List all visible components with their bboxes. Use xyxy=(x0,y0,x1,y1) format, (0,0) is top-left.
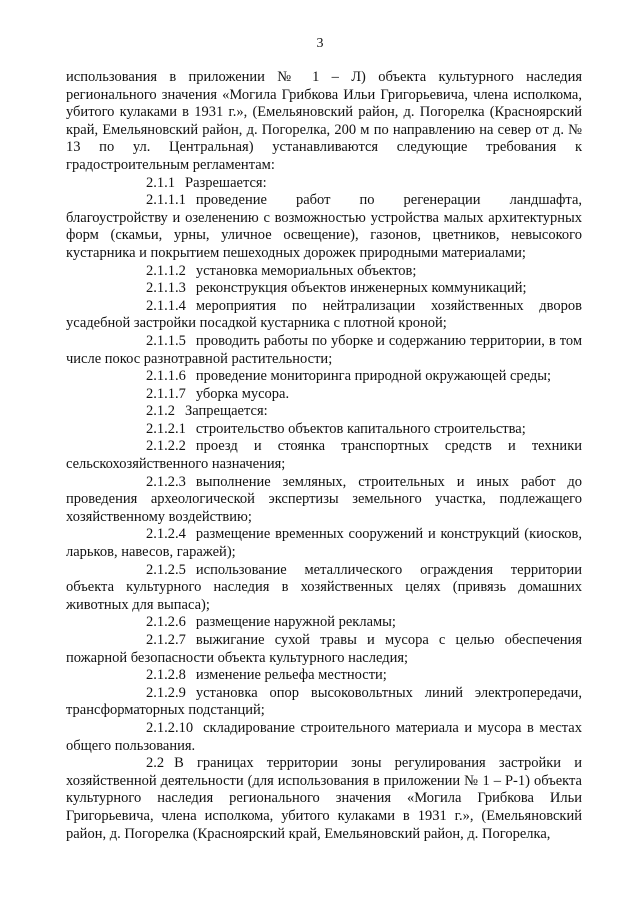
clause-text: проводить работы по уборке и содержанию территории, в том числе покос разнотравной растительности; xyxy=(66,332,582,367)
clause-number: 2.1.2.5 xyxy=(146,561,186,578)
clause-number: 2.1.1.4 xyxy=(146,297,186,314)
paragraph-text: использования в приложении № 1 – Л) объекта культурного наследия регионального значения «Могила Грибкова Ильи Григорьевича, члена исполкома, убитого кулаками в 1931 г.», (Емельяновский район, д. Погорелка (Красноярский край, Емельяновский район, д. Погорелка, 200 м по направлению на север от д. № 13 по ул. Центральная) устанавливаются следующие требования к градостроительным регламентам: xyxy=(66,69,582,173)
clause-number: 2.1.2.4 xyxy=(146,526,186,543)
clause-2-1-1-4 xyxy=(66,298,582,333)
page-number: 3 xyxy=(316,36,324,51)
clause-number: 2.1.2.7 xyxy=(146,632,186,648)
clause-2-1-2-2 xyxy=(66,438,582,473)
clause-2-1-1-6 xyxy=(66,368,582,386)
clause-text: размещение наружной рекламы; xyxy=(195,614,396,631)
clause-2-1-2-6 xyxy=(66,614,582,632)
clause-number: 2.1.1.2 xyxy=(146,262,186,279)
paragraph-intro xyxy=(66,69,582,175)
clause-2-1-2-8 xyxy=(66,667,582,685)
clause-text: складирование строительного материала и мусора в местах общего пользования. xyxy=(66,719,582,754)
clause-number: 2.1.2.9 xyxy=(146,684,186,701)
clause-number: 2.1.2.1 xyxy=(146,420,186,437)
clause-2-1-2-7 xyxy=(66,632,582,667)
clause-text: мероприятия по нейтрализации хозяйственных дворов усадебной застройки посадкой кустарника с плотной кроной; xyxy=(66,297,582,332)
clause-text: установка мемориальных объектов; xyxy=(195,262,417,279)
clause-number: 2.1.2.6 xyxy=(146,614,186,631)
clause-2-1-1-7 xyxy=(66,386,582,404)
document-body xyxy=(66,69,582,843)
clause-text: уборка мусора. xyxy=(195,385,290,402)
clause-2-2 xyxy=(66,755,582,843)
clause-number: 2.1.1.6 xyxy=(146,368,186,385)
clause-number: 2.1.2.2 xyxy=(146,438,186,455)
clause-number: 2.2 xyxy=(146,755,165,772)
clause-number: 2.1.1 xyxy=(146,174,175,191)
clause-number: 2.1.2.8 xyxy=(146,667,186,684)
clause-number: 2.1.1.1 xyxy=(146,192,186,209)
clause-2-1-1-5 xyxy=(66,333,582,368)
clause-number: 2.1.2.10 xyxy=(146,719,194,736)
clause-2-1-1 xyxy=(66,175,582,193)
clause-text: Разрешается: xyxy=(185,174,267,191)
clause-2-1-2-4 xyxy=(66,526,582,561)
clause-text: строительство объектов капитального строительства; xyxy=(195,420,526,437)
clause-2-1-1-3 xyxy=(66,280,582,298)
clause-text: проезд и стоянка транспортных средств и техники сельскохозяйственного назначения; xyxy=(66,438,582,473)
clause-text: размещение временных сооружений и конструкций (киосков, ларьков, навесов, гаражей); xyxy=(66,526,582,561)
clause-text: проведение мониторинга природной окружающей среды; xyxy=(195,368,552,385)
clause-text: проведение работ по регенерации ландшафта, благоустройству и озеленению с возможностью устройства малых архитектурных форм (скамьи, урны, уличное освещение), газонов, цветников, невысокого кустарника и покрытием пешеходных дорожек природными материалами; xyxy=(66,192,582,261)
clause-number: 2.1.1.3 xyxy=(146,280,186,297)
clause-text: изменение рельефа местности; xyxy=(195,667,387,684)
clause-text: использование металлического ограждения территории объекта культурного наследия в хозяйственных целях (привязь домашних животных для выпаса); xyxy=(66,561,582,613)
clause-2-1-2-3 xyxy=(66,474,582,527)
clause-number: 2.1.1.7 xyxy=(146,385,186,402)
clause-text: В границах территории зоны регулирования застройки и хозяйственной деятельности (для использования в приложении № 1 – Р-1) объекта культурного наследия регионального значения «Могила Грибкова Ильи Григорьевича, члена исполкома, убитого кулаками в 1931 г.», (Емельяновский район, д. Погорелка (Красноярский край, Емельяновский район, д. Погорелка, xyxy=(66,755,582,842)
clause-text: реконструкция объектов инженерных коммуникаций; xyxy=(195,280,527,297)
clause-2-1-2 xyxy=(66,403,582,421)
clause-number: 2.1.2.3 xyxy=(146,473,186,490)
clause-text: выполнение земляных, строительных и иных работ до проведения археологической экспертизы земельного участка, подлежащего хозяйственному воздействию; xyxy=(66,473,582,525)
clause-2-1-1-2 xyxy=(66,263,582,281)
clause-2-1-2-5 xyxy=(66,562,582,615)
clause-text: установка опор высоковольтных линий электропередачи, трансформаторных подстанций; xyxy=(66,684,582,719)
clause-2-1-2-10 xyxy=(66,720,582,755)
clause-number: 2.1.1.5 xyxy=(146,332,186,349)
clause-2-1-2-9 xyxy=(66,685,582,720)
clause-number: 2.1.2 xyxy=(146,403,175,420)
clause-2-1-1-1 xyxy=(66,192,582,262)
clause-2-1-2-1 xyxy=(66,421,582,439)
clause-text: выжигание сухой травы и мусора с целью обеспечения пожарной безопасности объекта культурного наследия; xyxy=(66,632,582,666)
clause-text: Запрещается: xyxy=(185,403,268,420)
